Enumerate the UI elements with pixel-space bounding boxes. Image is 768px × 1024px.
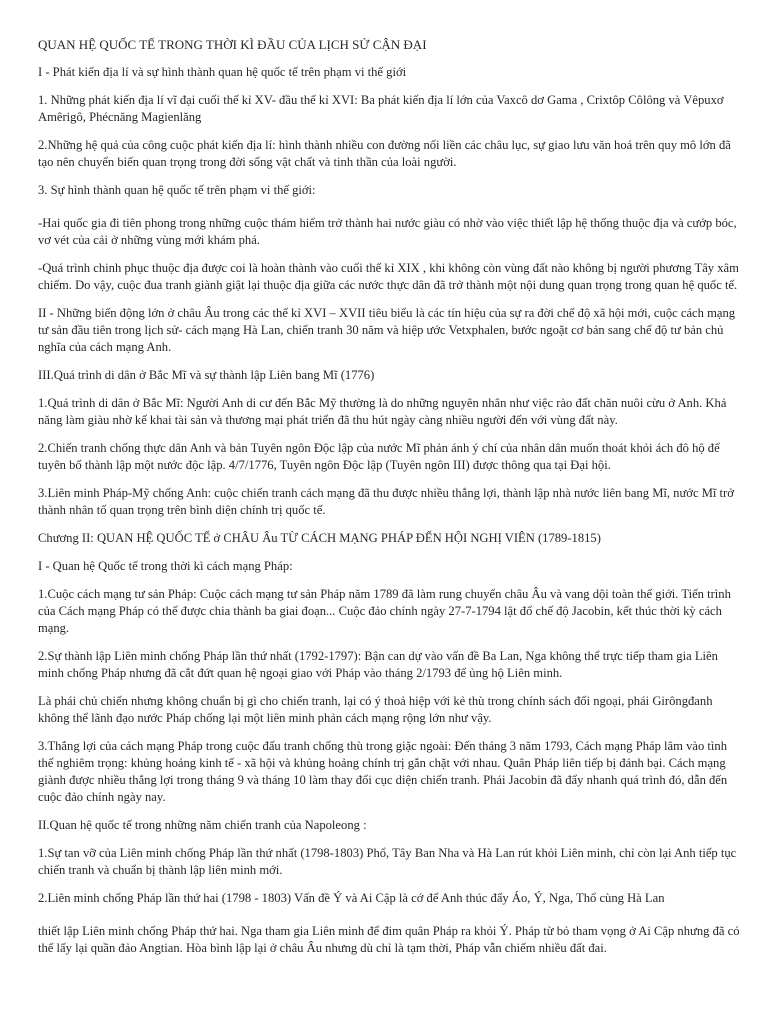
paragraph: 2.Liên minh chống Pháp lần thứ hai (1798 - 1803) Vấn đề Ý và Ai Cập là cớ để Anh thúc đẩy Áo, Ý, Nga, Thổ cùng Hà Lan [38,891,665,905]
paragraph: I - Phát kiến địa lí và sự hình thành quan hệ quốc tế trên phạm vi thế giới [38,65,407,79]
paragraph: II.Quan hệ quốc tế trong những năm chiến tranh của Napoleong : [38,818,367,832]
paragraph: 2.Những hệ quả của công cuộc phát kiến địa lí: hình thành nhiều con đường nối liền các châu lục, sự giao lưu văn hoá trên quy mô lớn đã tạo nên chuyển biến quan trọng trong đời sống vật chất và tinh thần của loài người. [38,138,731,169]
paragraph: -Hai quốc gia đi tiên phong trong những cuộc thám hiểm trở thành hai nước giàu có nhờ vào việc thiết lập hệ thống thuộc địa và cướp bóc, vơ vét của cải ở những vùng mới khám phá. [38,216,737,247]
paragraph: 1.Sự tan vỡ của Liên minh chống Pháp lần thứ nhất (1798-1803) Phổ, Tây Ban Nha và Hà Lan rút khỏi Liên minh, chỉ còn lại Anh tiếp tục chiến tranh và chuẩn bị thành lập liên minh mới. [38,846,737,877]
paragraph: 3.Thắng lợi của cách mạng Pháp trong cuộc đấu tranh chống thù trong giặc ngoài: Đến tháng 3 năm 1793, Cách mạng Pháp lâm vào tình thế nghiêm trọng: khủng hoảng kinh tế - xã hội và khủng hoảng chính trị gắn chặt với nhau. Quân Pháp liên tiếp bị đánh bại. Cách mạng giành được nhiều thắng lợi trong tháng 9 và tháng 10 làm thay đổi cục diện chiến tranh. Phái Jacobin đã đẩy nhanh quá trình đó, dẫn đến cuộc đảo chính ngày nay. [38,739,728,804]
paragraph: thiết lập Liên minh chống Pháp thứ hai. Nga tham gia Liên minh để đim quân Pháp ra khỏi Ý. Pháp từ bỏ tham vọng ở Ai Cập nhưng đã có thể lấy lại quần đảo Angtian. Hòa bình lập lại ở châu Âu nhưng dù chỉ là tạm thời, Pháp vẫn chiếm nhiều đất đai. [38,924,740,955]
paragraph: I - Quan hệ Quốc tế trong thời kì cách mạng Pháp: [38,559,293,573]
paragraph: 2.Sự thành lập Liên minh chống Pháp lần thứ nhất (1792-1797): Bận can dự vào vấn đề Ba Lan, Nga không thể trực tiếp tham gia Liên minh chống Pháp nhưng đã cắt đứt quan hệ ngoại giao với Pháp vào tháng 2/1793 để ủng hộ Liên minh. [38,649,718,680]
paragraph: 3. Sự hình thành quan hệ quốc tế trên phạm vi thế giới: [38,183,316,197]
paragraph: 3.Liên minh Pháp-Mỹ chống Anh: cuộc chiến tranh cách mạng đã thu được nhiều thắng lợi, thành lập nhà nước liên bang Mĩ, nước Mĩ trở thành nhân tố quan trọng trên bình diện chính trị quốc tế. [38,486,734,517]
paragraph: 2.Chiến tranh chống thực dân Anh và bản Tuyên ngôn Độc lập của nước Mĩ phản ánh ý chí của nhân dân muốn thoát khỏi ách đô hộ để tuyên bố thành lập một nước độc lập. 4/7/1776, Tuyên ngôn Độc lập (Tuyên ngôn III) được thông qua tại Đại hội. [38,441,720,472]
paragraph: 1.Quá trình di dân ở Bắc Mĩ: Người Anh di cư đến Bắc Mỹ thường là do những nguyên nhân như việc rào đất chăn nuôi cừu ở Anh. Khả năng làm giàu nhờ kế khai tài sản và thương mại phát triển đã thu hút ngày càng nhiều người đến với vùng đất này. [38,396,727,427]
document-title: QUAN HỆ QUỐC TẾ TRONG THỜI KÌ ĐẦU CỦA LỊCH SỬ CẬN ĐẠI [38,37,427,52]
document-page [38,36,744,968]
paragraph: Là phái chủ chiến nhưng không chuẩn bị gì cho chiến tranh, lại có ý thoả hiệp với kẻ thù trong chính sách đối ngoại, phái Girôngđanh không thể lãnh đạo nước Pháp chống lại một liên minh phản cách mạng rộng lớn như vậy. [38,694,713,725]
chapter-heading: Chương II: QUAN HỆ QUỐC TẾ ở CHÂU Âu TỪ CÁCH MẠNG PHÁP ĐẾN HỘI NGHỊ VIÊN (1789-1815) [38,531,601,545]
paragraph: 1. Những phát kiến địa lí vĩ đại cuối thế kỉ XV- đầu thế kỉ XVI: Ba phát kiến địa lí lớn của Vaxcô dơ Gama , Crixtôp Côlông và Vêpuxơ Amêrigô, Phécnăng Magienlăng [38,93,724,124]
paragraph: 1.Cuộc cách mạng tư sản Pháp: Cuộc cách mạng tư sản Pháp năm 1789 đã làm rung chuyển châu Âu và vang dội toàn thế giới. Tiến trình của Cách mạng Pháp có thể được chia thành ba giai đoạn... Cuộc đảo chính ngày 27-7-1794 lật đổ chế độ Jacobin, kết thúc thời kỳ cách mạng. [38,587,731,635]
paragraph: II - Những biến động lớn ở châu Âu trong các thế kỉ XVI – XVII tiêu biểu là các tín hiệu của sự ra đời chế độ xã hội mới, cuộc cách mạng tư sản đầu tiên trong lịch sử- cách mạng Hà Lan, chiến tranh 30 năm và hiệp ước Vetxphalen, bước ngoặt cơ bản sang chế độ tư bản chủ nghĩa của cách mạng Anh. [38,306,736,354]
paragraph: III.Quá trình di dân ở Bắc Mĩ và sự thành lập Liên bang Mĩ (1776) [38,368,375,382]
paragraph: -Quá trình chinh phục thuộc địa được coi là hoàn thành vào cuối thế kỉ XIX , khi không còn vùng đất nào không bị người phương Tây xâm chiếm. Do vậy, cuộc đua tranh giành giật lại thuộc địa giữa các nước thực dân đã trở thành một nội dung quan trọng trong quan hệ quốc tế. [38,261,739,292]
